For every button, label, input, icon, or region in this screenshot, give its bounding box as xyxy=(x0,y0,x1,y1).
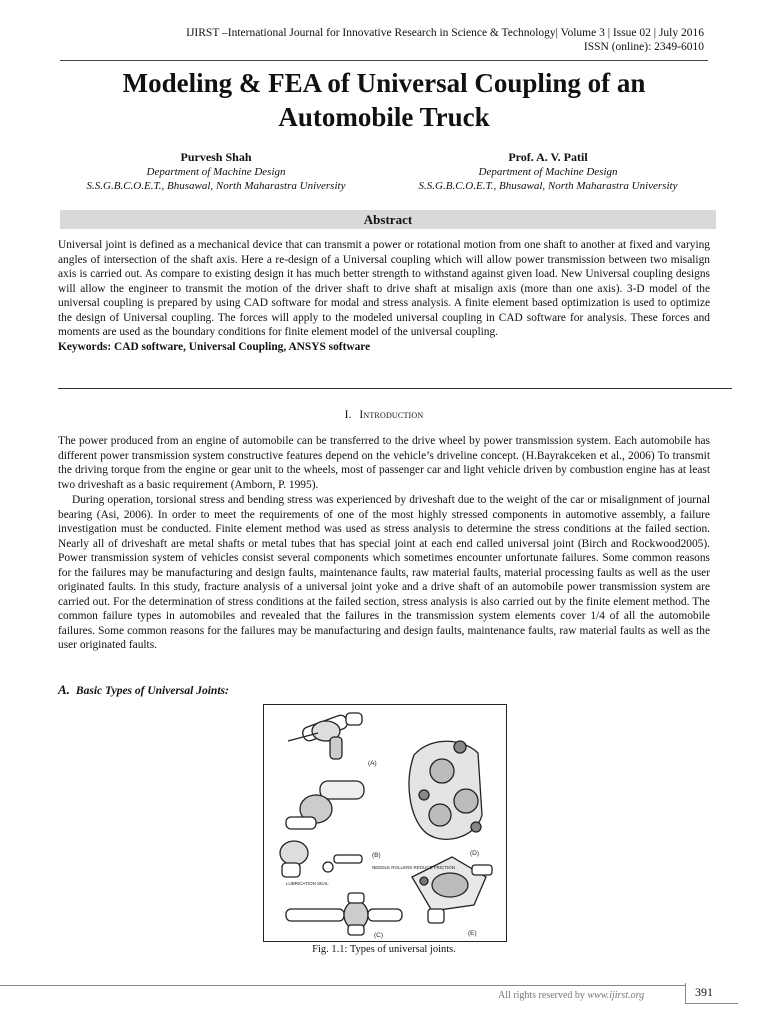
author-block-2 xyxy=(383,150,713,194)
label-d: (D) xyxy=(470,850,480,857)
footer-rule xyxy=(0,985,685,986)
author-name: Prof. A. V. Patil xyxy=(508,150,588,164)
joint-d-drawing xyxy=(409,741,482,839)
issn: ISSN (online): 2349-6010 xyxy=(583,41,704,53)
joint-a-drawing xyxy=(288,713,362,759)
author-university: S.S.G.B.C.O.E.T., Bhusawal, North Maharastra University xyxy=(418,180,678,192)
label-e: (E) xyxy=(468,930,477,937)
abstract-text xyxy=(58,238,710,354)
label-b: (B) xyxy=(372,852,381,859)
rights-text: All rights reserved by xyxy=(498,990,588,1001)
label-c: (C) xyxy=(374,932,384,939)
abstract-body: Universal joint is defined as a mechanical device that can transmit a power or rotational motion from one shaft to another at fixed and varying angles of intersection of the shaft axis. Here a re-design of a Universal coupling which will allow power transmission between two misalign axis is carried out. As compare to existing design it has much better strength to withstand against given load. New Universal coupling designs will allow the engineer to transmit the motion of the driver shaft to drive shaft at misalign axis (more than one axis). 3-D model of the universal coupling is prepared by using CAD software for modal and stress analysis. A finite element based optimization is used to optimize the design of Universal coupling. The forces will apply to the modeled universal coupling in CAD software for analysis. These forces and moments are used as the boundary conditions for finite element model of the universal coupling. xyxy=(58,239,710,338)
universal-joints-illustration xyxy=(264,705,506,941)
joint-c-drawing xyxy=(286,893,402,935)
section-divider xyxy=(58,388,732,389)
subsection-heading xyxy=(58,682,229,698)
journal-header xyxy=(186,26,704,54)
journal-name: IJIRST –International Journal for Innovative Research in Science & Technology| Volume 3 | Issue 02 | July 2016 xyxy=(186,27,704,39)
abstract-heading: Abstract xyxy=(60,210,716,229)
intro-paragraph-2: During operation, torsional stress and bending stress was experienced by driveshaft due to the weight of the car or misalignment of journal bearing (Asi, 2006). In order to meet the requirements of one of the most highly stressed components in automotive assembly, a failure investigation must be conducted. Finite element method was used as stress analysis to determine the stress conditions at the failed section. Nearly all of driveshaft are metal shafts or metal tubes that has special joint at each end called universal joint (Birch and Rockwood2005). Power transmission system of vehicles consist several components which sometimes encounter unfortunate failures. Some common reasons for the failures may be manufacturing and design faults, maintenance faults, raw material faults, material processing faults as well as the user originated faults. In this study, fracture analysis of a universal joint yoke and a drive shaft of an automobile power transmission system are carried out. For the determination of stress conditions at the failed section, stress analysis is also carried out by the finite element method. The common failure types in automobiles and revealed that the failures in the transmission system elements cover 1/4 of all the automobile failures. Some common reasons for the failures may be manufacturing and design faults, maintenance faults, raw material faults as well as the user originated faults. xyxy=(58,494,710,651)
author-department: Department of Machine Design xyxy=(478,165,618,178)
journal-website-link[interactable]: www.ijirst.org xyxy=(587,990,645,1001)
header-rule xyxy=(60,60,708,61)
intro-paragraph-1: The power produced from an engine of automobile can be transferred to the drive wheel by power transmission system. Each automobile has different power transmission system constructive features depend on the vehicle’s driveline concept. (H.Bayrakceken et al., 2006) To transmit the driving torque from the engine or gear unit to the wheels, most of passenger car and light vehicle driven by combustion engine has at least two driveshaft as a basic requirement (Amborn, P. 1995). xyxy=(58,435,710,491)
label-a: (A) xyxy=(368,760,377,767)
figure-caption: Fig. 1.1: Types of universal joints. xyxy=(312,944,456,955)
paper-title: Modeling & FEA of Universal Coupling of an Automobile Truck xyxy=(122,68,646,132)
page-number: 391 xyxy=(695,985,713,999)
joint-b-drawing xyxy=(280,781,364,877)
subsection-letter: A. xyxy=(58,682,70,697)
keywords: Keywords: CAD software, Universal Coupling, ANSYS software xyxy=(58,340,371,353)
lubrication-seal-annotation: LUBRICATION SEAL xyxy=(286,881,329,886)
footer-rights xyxy=(498,990,644,1001)
author-university: S.S.G.B.C.O.E.T., Bhusawal, North Maharastra University xyxy=(86,180,346,192)
subsection-title: Basic Types of Universal Joints: xyxy=(75,685,229,697)
author-block-1 xyxy=(51,150,381,194)
section-heading xyxy=(0,409,768,421)
author-department: Department of Machine Design xyxy=(146,165,286,178)
figure-universal-joints xyxy=(263,704,507,942)
author-name: Purvesh Shah xyxy=(180,150,252,164)
section-number: I. xyxy=(344,409,352,421)
needle-rollers-annotation: NEEDLE ROLLERS REDUCE FRICTION xyxy=(372,865,456,870)
section-title: Introduction xyxy=(359,409,424,421)
